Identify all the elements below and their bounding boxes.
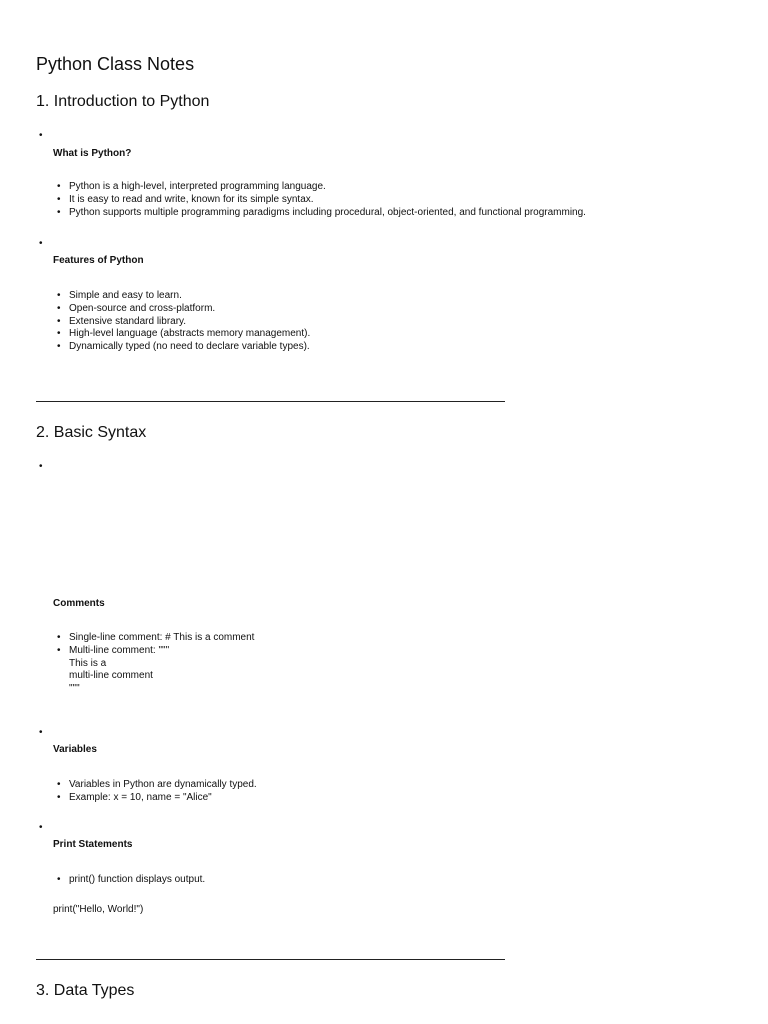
outer-bullet: • <box>39 727 43 738</box>
section-heading-basic-syntax: 2. Basic Syntax <box>36 424 147 441</box>
multiline-comment-line: multi-line comment <box>69 670 153 682</box>
page-title: Python Class Notes <box>36 54 195 74</box>
section-divider <box>36 959 505 960</box>
list-item: • Variables in Python are dynamically typed. <box>53 779 257 792</box>
list-item: • Simple and easy to learn. <box>53 290 310 303</box>
multiline-comment-label: Multi-line comment: """ <box>69 644 170 656</box>
what-is-python-list <box>53 181 586 219</box>
print-statements-list <box>53 874 205 887</box>
outer-bullet: • <box>39 822 43 833</box>
list-item: • print() function displays output. <box>53 874 205 887</box>
subsection-heading-comments: Comments <box>53 598 105 609</box>
comments-list <box>53 632 254 696</box>
list-item: • It is easy to read and write, known for its simple syntax. <box>53 194 586 207</box>
list-item: • Python is a high-level, interpreted programming language. <box>53 181 586 194</box>
list-item: • Extensive standard library. <box>53 316 310 329</box>
subsection-heading-print-statements: Print Statements <box>53 839 133 850</box>
multiline-comment-line: This is a <box>69 657 107 669</box>
list-item: • Python supports multiple programming paradigms including procedural, object-oriented, and functional programming. <box>53 207 586 220</box>
outer-bullet: • <box>39 238 43 249</box>
subsection-heading-variables: Variables <box>53 744 97 755</box>
features-list <box>53 290 310 354</box>
list-item: • Open-source and cross-platform. <box>53 303 310 316</box>
print-code-example: print("Hello, World!") <box>53 904 144 915</box>
section-heading-introduction: 1. Introduction to Python <box>36 93 210 110</box>
list-item: • Single-line comment: # This is a comment <box>53 632 254 645</box>
outer-bullet: • <box>39 130 43 141</box>
variables-list <box>53 779 257 805</box>
subsection-heading-what-is-python: What is Python? <box>53 148 132 159</box>
list-item: • Example: x = 10, name = "Alice" <box>53 792 257 805</box>
section-heading-data-types: 3. Data Types <box>36 982 135 999</box>
list-item: • Dynamically typed (no need to declare variable types). <box>53 341 310 354</box>
section-divider <box>36 401 505 402</box>
list-item: • High-level language (abstracts memory management). <box>53 328 310 341</box>
subsection-heading-features: Features of Python <box>53 255 144 266</box>
list-item <box>53 645 254 696</box>
outer-bullet: • <box>39 461 43 472</box>
multiline-comment-line: """ <box>69 683 80 695</box>
